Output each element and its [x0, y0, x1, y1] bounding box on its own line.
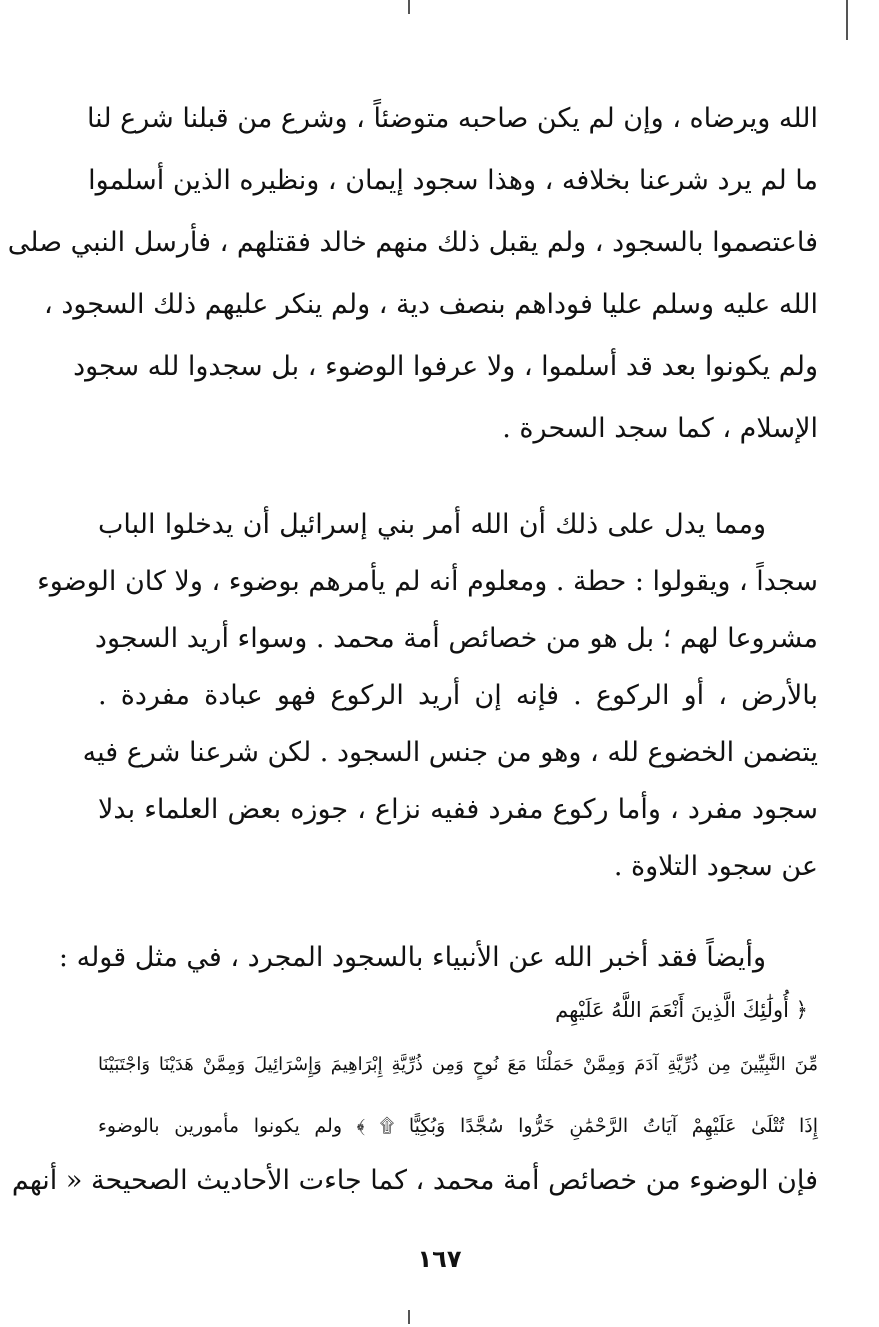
text-line: الله ويرضاه ، وإن لم يكن صاحبه متوضئاً ، وشرع من قبلنا شرع لنا	[86, 103, 818, 134]
text-line: سجداً ، ويقولوا : حطة . ومعلوم أنه لم يأمرهم بوضوء ، ولا كان الوضوء	[37, 566, 818, 597]
text-line: فإن الوضوء من خصائص أمة محمد ، كما جاءت الأحاديث الصحيحة « أنهم	[11, 1165, 818, 1196]
paragraph-gap	[98, 460, 818, 496]
text-line: عن سجود التلاوة .	[613, 851, 818, 882]
scan-mark-right	[846, 0, 848, 40]
text-line: بالأرض ، أو الركوع . فإنه إن أريد الركوع فهو عبادة مفردة .	[98, 680, 818, 711]
text-line: ولم يكونوا بعد قد أسلموا ، ولا عرفوا الوضوء ، بل سجدوا لله سجود	[73, 351, 818, 382]
quran-verse-line: ﴿ أُولَٰئِكَ الَّذِينَ أَنْعَمَ اللَّهُ عَلَيْهِم	[555, 998, 808, 1022]
quran-verse-line: إِذَا تُتْلَىٰ عَلَيْهِمْ آيَاتُ الرَّحْمَٰنِ خَرُّوا سُجَّدًا وَبُكِيًّا ۩ ﴾ ولم يكونوا مأمورين بالوضوء	[98, 1115, 818, 1137]
text-line: الله عليه وسلم عليا فوداهم بنصف دية ، ولم ينكر عليهم ذلك السجود ،	[44, 289, 818, 320]
text-line: وأيضاً فقد أخبر الله عن الأنبياء بالسجود المجرد ، في مثل قوله :	[58, 942, 766, 973]
text-line: الإسلام ، كما سجد السحرة .	[502, 413, 818, 444]
page-body	[7, 88, 818, 1208]
text-line: مشروعا لهم ؛ بل هو من خصائص أمة محمد . وسواء أريد السجود	[94, 623, 818, 654]
paragraph-3	[11, 928, 818, 1208]
paragraph-gap	[98, 895, 818, 928]
text-line: يتضمن الخضوع لله ، وهو من جنس السجود . لكن شرعنا شرع فيه	[82, 737, 818, 768]
page-number: ١٦٧	[417, 1245, 462, 1273]
paragraph-2	[37, 496, 818, 895]
text-line: ما لم يرد شرعنا بخلافه ، وهذا سجود إيمان ، ونظيره الذين أسلموا	[88, 165, 818, 196]
text-line: فاعتصموا بالسجود ، ولم يقبل ذلك منهم خالد فقتلهم ، فأرسل النبي صلى	[7, 227, 818, 258]
scan-mark-top	[408, 0, 410, 14]
scan-mark-bottom	[408, 1310, 410, 1324]
paragraph-1	[7, 88, 818, 460]
quran-verse-line: مِّنَ النَّبِيِّينَ مِن ذُرِّيَّةِ آدَمَ وَمِمَّنْ حَمَلْنَا مَعَ نُوحٍ وَمِن ذُرِّيَّةِ إِبْرَاهِيمَ وَإِسْرَائِيلَ وَمِمَّنْ هَدَيْنَا وَاجْتَبَيْنَا	[98, 1054, 818, 1075]
text-line: ومما يدل على ذلك أن الله أمر بني إسرائيل أن يدخلوا الباب	[98, 509, 766, 540]
text-line: سجود مفرد ، وأما ركوع مفرد ففيه نزاع ، جوزه بعض العلماء بدلا	[98, 794, 818, 825]
